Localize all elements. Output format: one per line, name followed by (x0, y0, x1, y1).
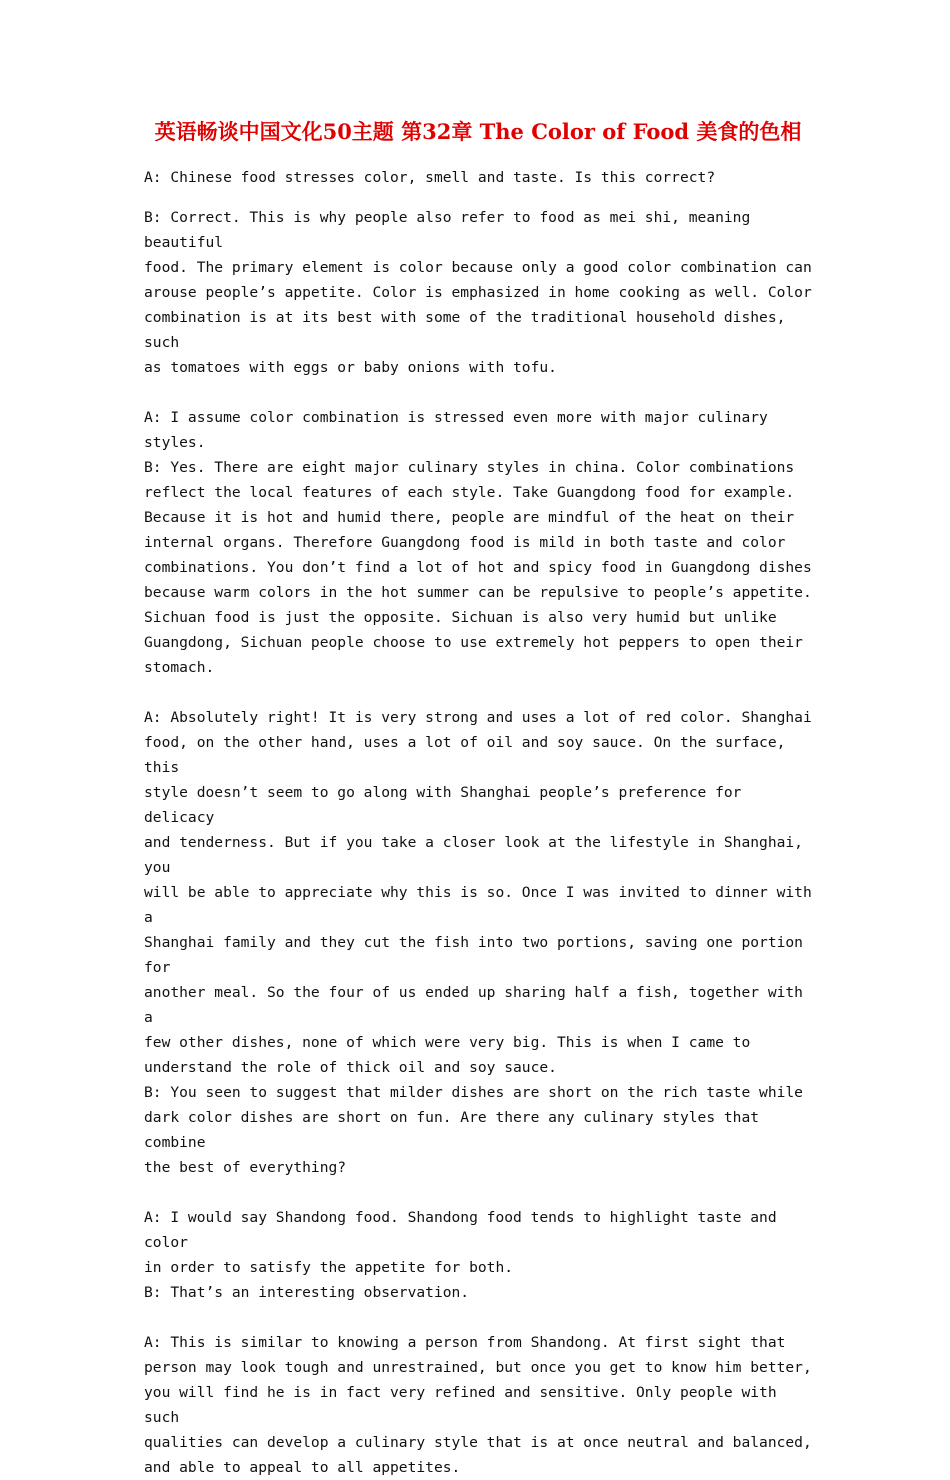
paragraph-gap (144, 1180, 812, 1205)
paragraph-4: A: Absolutely right! It is very strong and uses a lot of red color. Shanghai food, on the other hand, uses a lot of oil and soy sauce. On the surface, this style doesn’t seem to go along with Shanghai people’s preference for delicacy and tenderness. But if you take a closer look at the lifestyle in Shanghai, you will be able to appreciate why this is so. Once I was invited to dinner with a Shanghai family and they cut the fish into two portions, saving one portion for another meal. So the four of us ended up sharing half a fish, together with a few other dishes, none of which were very big. This is when I came to understand the role of thick oil and soy sauce. B: You seen to suggest that milder dishes are short on the rich taste while dark color dishes are short on fun. Are there any culinary styles that combine the best of everything? (144, 709, 812, 1176)
paragraph-gap (144, 380, 812, 405)
document-page (144, 118, 812, 1480)
document-title: 英语畅谈中国文化50主题 第32章 The Color of Food 美食的色相 (154, 119, 802, 144)
paragraph-gap (144, 1305, 812, 1330)
paragraph-2: B: Correct. This is why people also refer to food as mei shi, meaning beautiful food. The primary element is color because only a good color combination can arouse people’s appetite. Color is emphasized in home cooking as well. Color combination is at its best with some of the traditional household dishes, such as tomatoes with eggs or baby onions with tofu. (144, 209, 812, 376)
paragraph-gap (144, 190, 812, 205)
paragraph-6: A: This is similar to knowing a person from Shandong. At first sight that person may look tough and unrestrained, but once you get to know him better, you will find he is in fact very refined and sensitive. Only people with such qualities can develop a culinary style that is at once neutral and balanced, and able to appeal to all appetites. (144, 1334, 812, 1476)
paragraph-1: A: Chinese food stresses color, smell and taste. Is this correct? (144, 169, 716, 186)
paragraph-gap (144, 680, 812, 705)
paragraph-5: A: I would say Shandong food. Shandong food tends to highlight taste and color in order to satisfy the appetite for both. B: That’s an interesting observation. (144, 1209, 777, 1301)
paragraph-3: A: I assume color combination is stressed even more with major culinary styles. B: Yes. There are eight major culinary styles in china. Color combinations reflect the local features of each style. Take Guangdong food for example. Because it is hot and humid there, people are mindful of the heat on their internal organs. Therefore Guangdong food is mild in both taste and color combinations. You don’t find a lot of hot and spicy food in Guangdong dishes because warm colors in the hot summer can be repulsive to people’s appetite. Sichuan food is just the opposite. Sichuan is also very humid but unlike Guangdong, Sichuan people choose to use extremely hot peppers to open their stomach. (144, 409, 812, 676)
